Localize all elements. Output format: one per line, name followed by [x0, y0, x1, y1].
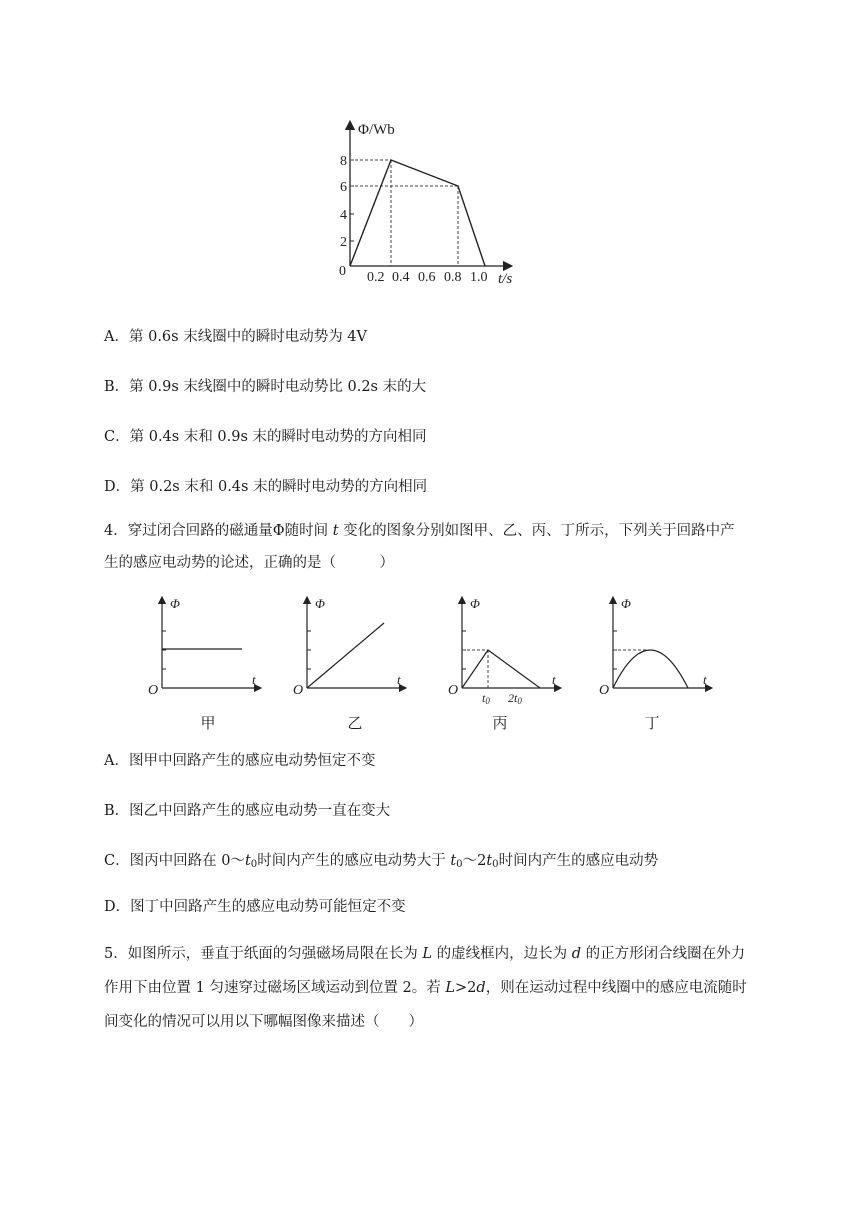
svg-text:2t0: 2t0: [508, 691, 522, 705]
q4-option-d: D．图丁中回路产生的感应电动势可能恒定不变: [104, 899, 406, 915]
q4-graphs: [140, 590, 740, 705]
flux-time-graph: [330, 115, 530, 295]
yi-flux-line: [307, 623, 384, 688]
svg-text:t: t: [397, 672, 401, 687]
graph-ding: [599, 596, 709, 698]
q4-option-b: B．图乙中回路产生的感应电动势一直在变大: [104, 803, 391, 819]
y-tick-4: 4: [340, 208, 347, 223]
svg-text:Φ: Φ: [315, 596, 325, 611]
flux-line: [350, 160, 485, 266]
svg-text:t: t: [552, 672, 556, 687]
caption-ding: 丁: [644, 714, 660, 732]
x-tick-0.8: 0.8: [444, 270, 462, 285]
svg-text:Φ: Φ: [470, 596, 480, 611]
caption-bing: 丙: [492, 714, 508, 732]
q3-option-d: D．第 0.2s 末和 0.4s 末的瞬时电动势的方向相同: [104, 479, 428, 495]
svg-text:t0: t0: [482, 691, 490, 705]
q3-option-c: C．第 0.4s 末和 0.9s 末的瞬时电动势的方向相同: [104, 429, 427, 445]
y-axis-label: Φ/Wb: [358, 122, 395, 138]
x-tick-0.2: 0.2: [367, 270, 385, 285]
q3-option-a: A．第 0.6s 末线圈中的瞬时电动势为 4V: [104, 329, 368, 345]
svg-text:t: t: [252, 672, 256, 687]
svg-text:Φ: Φ: [621, 596, 631, 611]
svg-text:t: t: [703, 672, 707, 687]
svg-text:Φ: Φ: [170, 596, 180, 611]
x-tick-1.0: 1.0: [470, 270, 488, 285]
caption-jia: 甲: [200, 714, 216, 732]
y-tick-8: 8: [340, 154, 347, 169]
svg-text:O: O: [448, 683, 459, 698]
q4-option-a: A．图甲中回路产生的感应电动势恒定不变: [104, 753, 376, 769]
x-axis-label: t/s: [498, 271, 513, 287]
q5-stem: 5．如图所示，垂直于纸面的匀强磁场局限在长为 L 的虚线框内，边长为 d 的正方形闭合线圈在外力 作用下由位置 1 匀速穿过磁场区域运动到位置 2。若 L>2d，则在运动过程中线圈中的感应电流随时 间变化的情况可以用以下哪幅图像来描述（ ）: [104, 946, 747, 1030]
q4-option-c: C．图丙中回路在 0～t0时间内产生的感应电动势大于 t0～2t0时间内产生的感应电动势: [104, 853, 659, 870]
y-tick-6: 6: [340, 180, 347, 195]
svg-text:O: O: [148, 683, 159, 698]
q4-stem: 4．穿过闭合回路的磁通量Φ随时间 t 变化的图象分别如图甲、乙、丙、丁所示，下列关于回路中产 生的感应电动势的论述，正确的是（ ）: [104, 523, 735, 571]
graph-jia: [148, 596, 258, 698]
y-tick-2: 2: [340, 235, 347, 250]
graph-yi: [293, 596, 403, 698]
origin-label: 0: [339, 264, 346, 279]
svg-text:O: O: [599, 683, 610, 698]
svg-text:O: O: [293, 683, 304, 698]
q3-option-b: B．第 0.9s 末线圈中的瞬时电动势比 0.2s 末的大: [104, 379, 427, 395]
caption-yi: 乙: [347, 714, 363, 732]
x-tick-0.6: 0.6: [418, 270, 436, 285]
ding-flux-curve: [613, 650, 688, 688]
bing-flux-line: [462, 650, 540, 688]
x-tick-0.4: 0.4: [392, 270, 410, 285]
graph-bing: [448, 596, 558, 705]
